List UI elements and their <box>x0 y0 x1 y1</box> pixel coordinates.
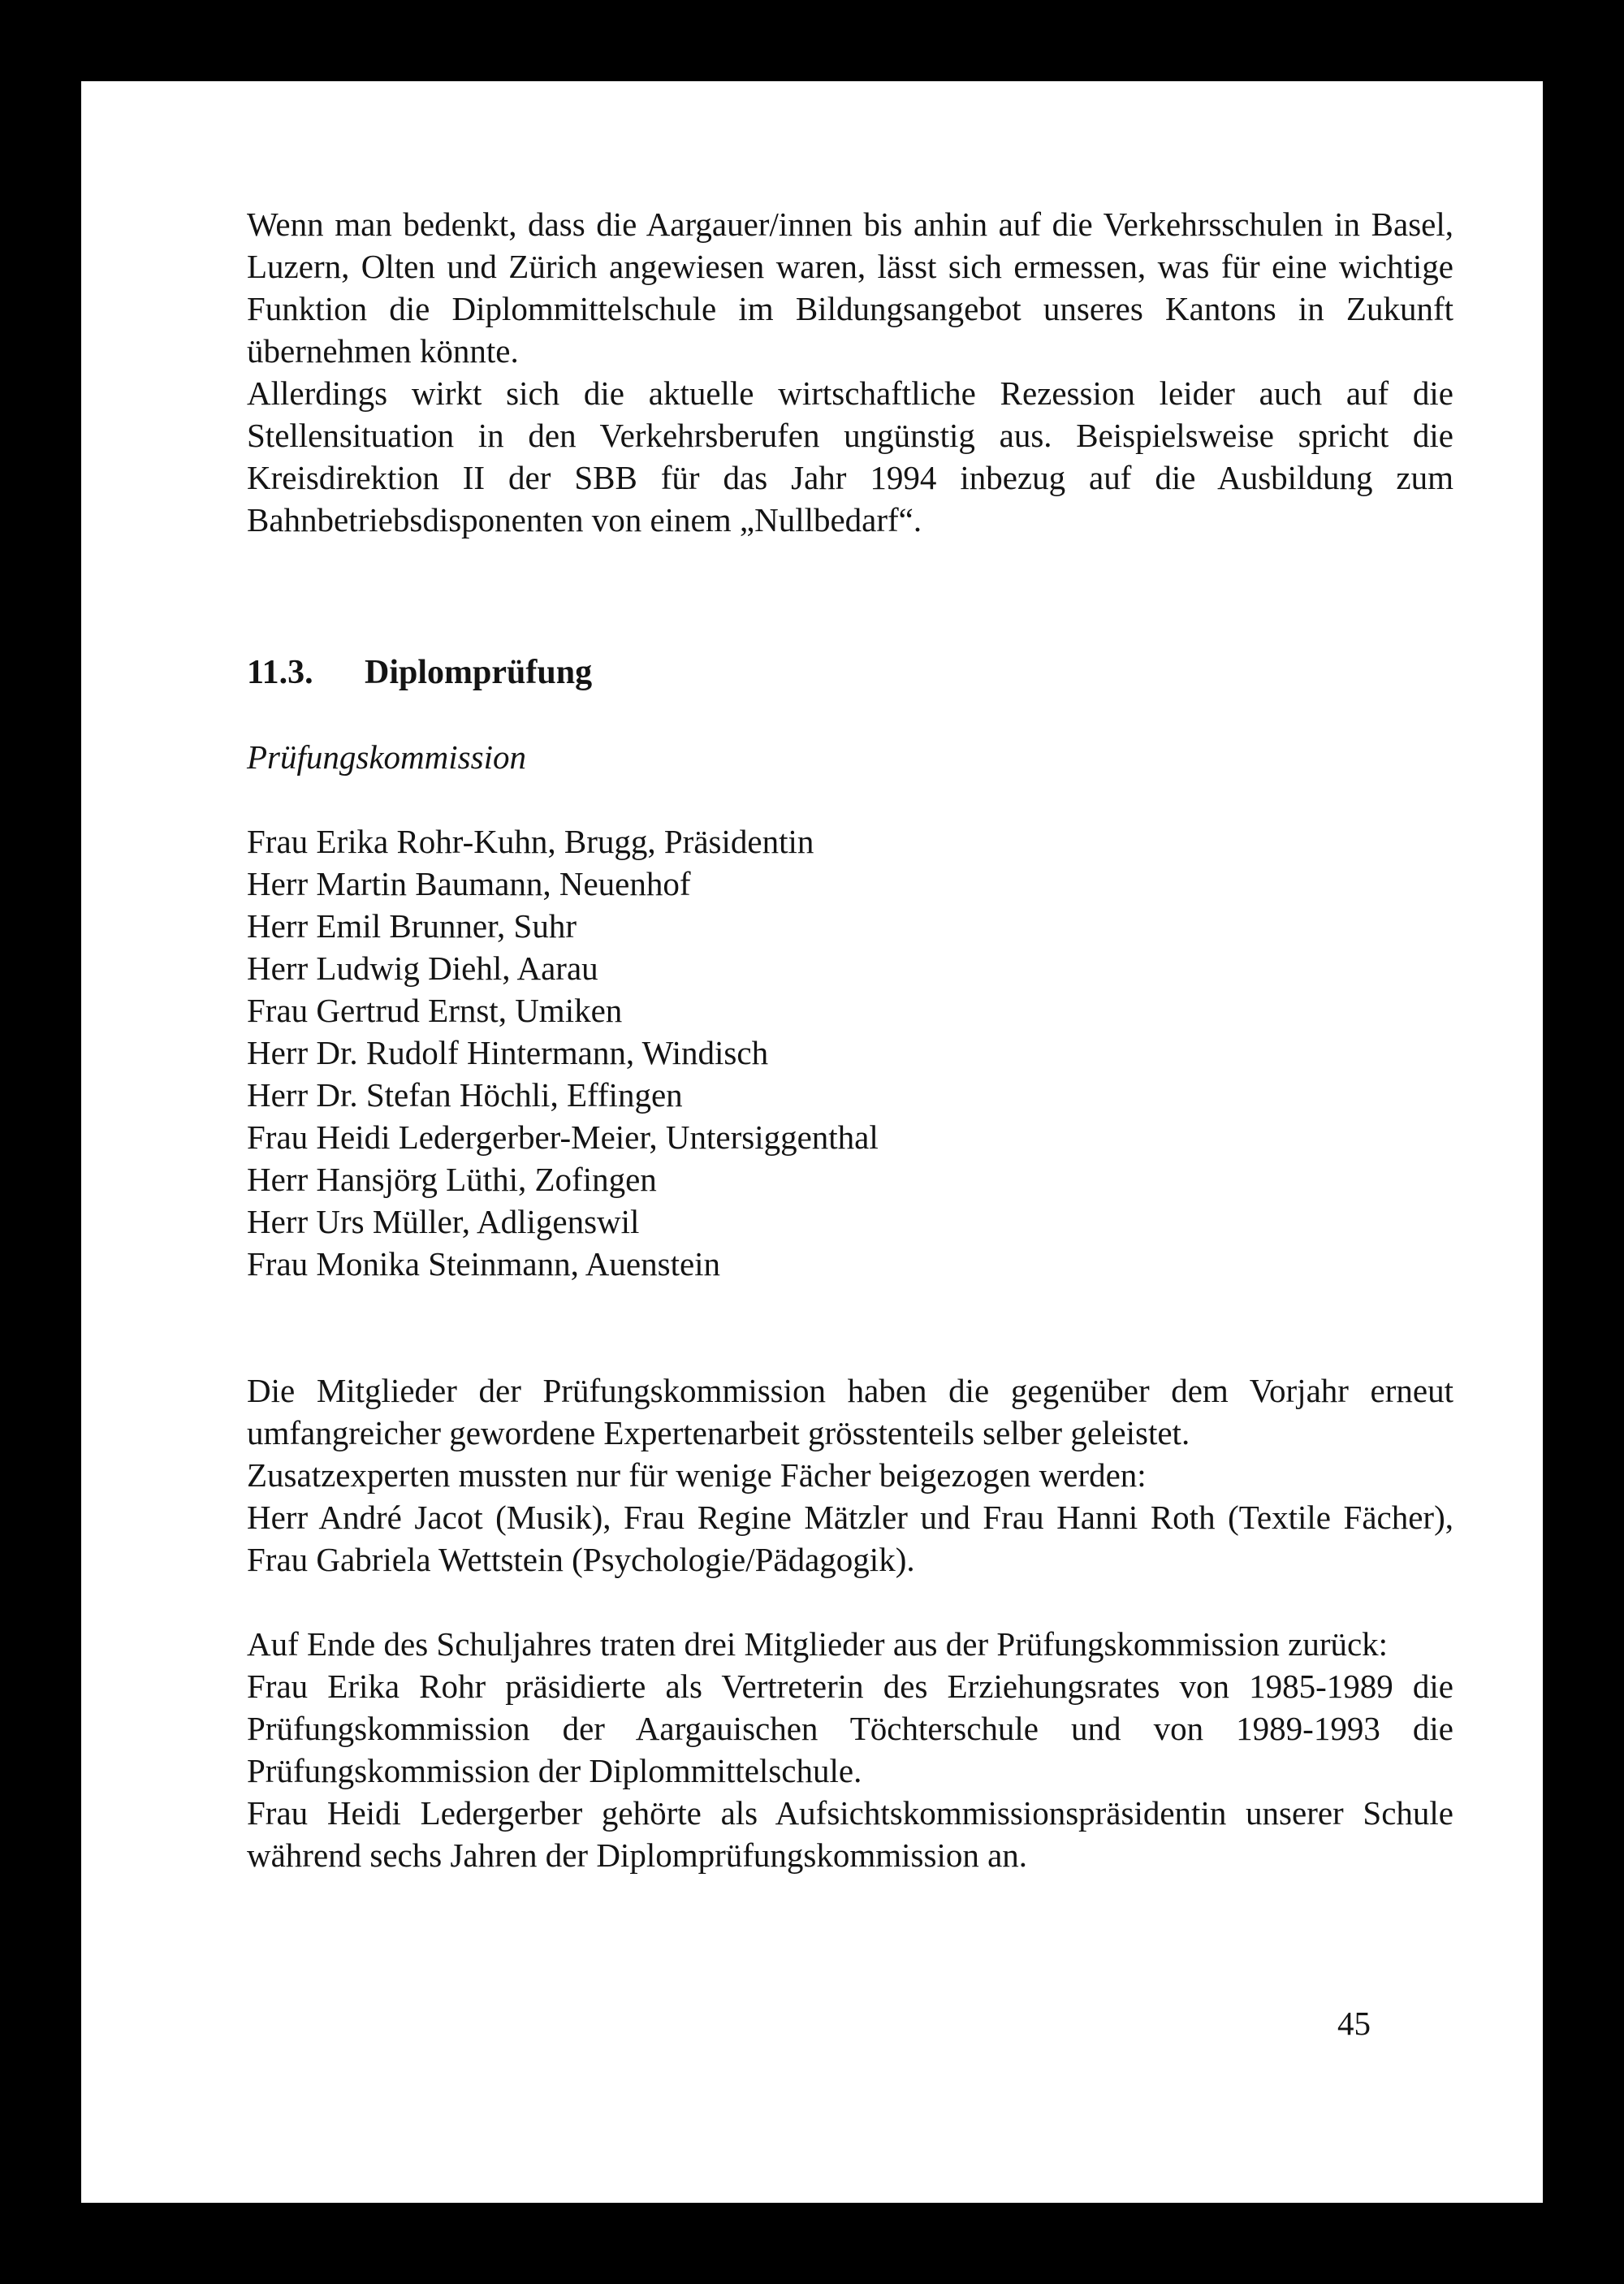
list-item: Herr Hansjörg Lüthi, Zofingen <box>247 1161 657 1198</box>
list-item: Herr Ludwig Diehl, Aarau <box>247 950 598 987</box>
member-list <box>247 820 1453 1285</box>
page-content <box>247 203 1453 1876</box>
paragraph-expertenarbeit: Die Mitglieder der Prüfungskommission haben die gegenüber dem Vorjahr erneut umfangreicher gewordene Expertenarbeit grösstenteils selber geleistet. <box>247 1372 1453 1451</box>
list-item: Frau Erika Rohr-Kuhn, Brugg, Präsidentin <box>247 823 814 860</box>
list-item: Herr Emil Brunner, Suhr <box>247 907 577 945</box>
subheading-pruefungskommission: Prüfungskommission <box>247 738 526 776</box>
paragraph-erika-rohr: Frau Erika Rohr präsidierte als Vertreterin des Erziehungsrates von 1985-1989 die Prüfungskommission der Aargauischen Töchterschule und von 1989-1993 die Prüfungskommission der Diplommittelschule. <box>247 1668 1453 1789</box>
paragraph-experten-namen: Herr André Jacot (Musik), Frau Regine Mätzler und Frau Hanni Roth (Textile Fächer), Frau Gabriela Wettstein (Psychologie/Pädagogik). <box>247 1499 1453 1578</box>
section-heading <box>247 651 1453 694</box>
list-item: Herr Dr. Rudolf Hintermann, Windisch <box>247 1034 769 1071</box>
document-page <box>81 81 1543 2203</box>
list-item: Herr Urs Müller, Adligenswil <box>247 1203 640 1240</box>
paragraph-verkehrsschulen: Wenn man bedenkt, dass die Aargauer/innen bis anhin auf die Verkehrsschulen in Basel, Luzern, Olten und Zürich angewiesen waren, lässt sich ermessen, was für eine wichtige Funktion die Diplommittelschule im Bildungsangebot unseres Kantons in Zukunft übernehmen könnte. <box>247 205 1453 370</box>
paragraph-rezession: Allerdings wirkt sich die aktuelle wirtschaftliche Rezession leider auch auf die Stellensituation in den Verkehrsberufen ungünstig aus. Beispielsweise spricht die Kreisdirektion II der SBB für das Jahr 1994 inbezug auf die Ausbildung zum Bahnbetriebsdisponenten von einem „Nullbedarf“. <box>247 374 1453 539</box>
section-number: 11.3. <box>247 654 313 691</box>
list-item: Frau Gertrud Ernst, Umiken <box>247 992 623 1029</box>
paragraph-zusatzexperten: Zusatzexperten mussten nur für wenige Fächer beigezogen werden: <box>247 1456 1147 1494</box>
section-title: Diplomprüfung <box>365 654 593 691</box>
page-number: 45 <box>1337 2005 1371 2042</box>
paragraph-heidi-ledergerber: Frau Heidi Ledergerber gehörte als Aufsichtskommissionspräsidentin unserer Schule während sechs Jahren der Diplomprüfungskommission an. <box>247 1794 1453 1874</box>
list-item: Frau Heidi Ledergerber-Meier, Untersiggenthal <box>247 1118 879 1156</box>
paragraph-ruecktritte: Auf Ende des Schuljahres traten drei Mitglieder aus der Prüfungskommission zurück: <box>247 1625 1389 1663</box>
list-item: Herr Dr. Stefan Höchli, Effingen <box>247 1076 683 1114</box>
list-item: Herr Martin Baumann, Neuenhof <box>247 865 691 902</box>
list-item: Frau Monika Steinmann, Auenstein <box>247 1245 721 1283</box>
